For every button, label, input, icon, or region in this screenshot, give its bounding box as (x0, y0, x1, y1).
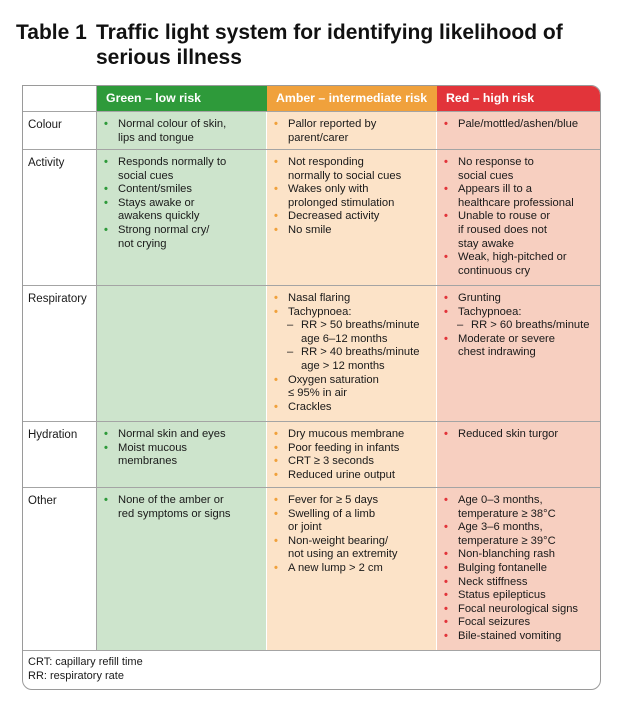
item-text: Appears ill to a healthcare professional (458, 183, 574, 209)
list-item (273, 442, 433, 456)
list-item (103, 494, 263, 521)
list-item (443, 333, 598, 360)
dash-bullet-icon: – (287, 346, 294, 359)
bullet-icon: • (274, 292, 278, 304)
cell-colour-amber (273, 118, 433, 145)
row-label-colour: Colour (28, 119, 62, 131)
item-text: Reduced urine output (288, 468, 395, 481)
cell-colour-green (103, 118, 263, 145)
item-text: Content/smiles (118, 183, 192, 196)
item-text: Grunting (458, 292, 501, 304)
list-item (273, 183, 433, 210)
bullet-icon: • (104, 494, 108, 506)
bullet-icon: • (444, 251, 448, 264)
bullet-icon: • (104, 156, 108, 168)
item-text: Not responding normally to social cues (288, 156, 402, 182)
bullet-icon: • (274, 118, 278, 130)
bullet-icon: • (274, 400, 278, 413)
list-item (273, 508, 433, 535)
bullet-icon: • (274, 468, 278, 481)
list-item (273, 562, 433, 576)
row-label-hydration: Hydration (28, 429, 78, 441)
bullet-icon: • (104, 196, 108, 209)
bullet-icon: • (444, 589, 448, 602)
bullet-icon: • (274, 305, 278, 318)
bullet-icon: • (444, 292, 448, 304)
item-text: Tachypnoea: (458, 305, 522, 318)
list-item (443, 156, 598, 183)
cell-respiratory-amber (273, 292, 433, 414)
list-item (443, 616, 598, 630)
footnote-crt: CRT: capillary refill time (28, 656, 143, 668)
bullet-icon: • (104, 428, 108, 440)
item-text: Normal skin and eyes (118, 428, 226, 440)
column-divider (266, 111, 267, 650)
bullet-icon: • (104, 441, 108, 454)
bullet-icon: • (444, 521, 448, 534)
traffic-light-table (22, 85, 601, 690)
list-item (103, 156, 263, 183)
list-item (103, 224, 263, 251)
item-text: Neck stiffness (458, 575, 528, 588)
item-text: Status epilepticus (458, 589, 546, 602)
item-text: Focal neurological signs (458, 602, 579, 615)
bullet-icon: • (274, 373, 278, 386)
item-text: Focal seizures (458, 616, 531, 629)
cell-activity-amber (273, 156, 433, 238)
item-text: Bile-stained vomiting (458, 629, 562, 642)
list-item (273, 306, 433, 320)
row-divider (23, 149, 600, 150)
list-item (443, 210, 598, 251)
cell-other-green (103, 494, 263, 521)
bullet-icon: • (444, 210, 448, 223)
item-text: Decreased activity (288, 210, 380, 223)
title-line-2: serious illness (96, 46, 242, 69)
bullet-icon: • (444, 602, 448, 615)
item-text: Moist mucous membranes (118, 441, 188, 468)
item-text: Responds normally to social cues (118, 156, 227, 182)
item-text: Reduced skin turgor (458, 428, 559, 440)
item-text: Dry mucous membrane (288, 428, 405, 440)
table-number: Table 1 (16, 21, 87, 44)
list-item (443, 183, 598, 210)
bullet-icon: • (274, 428, 278, 440)
list-item (443, 562, 598, 576)
list-item (443, 630, 598, 644)
bullet-icon: • (274, 156, 278, 168)
bullet-icon: • (444, 332, 448, 345)
list-item (273, 535, 433, 562)
item-text: No smile (288, 223, 332, 236)
row-divider (23, 650, 600, 651)
bullet-icon: • (444, 548, 448, 561)
dash-bullet-icon: – (457, 319, 464, 332)
item-text: RR > 40 breaths/minute age > 12 months (301, 346, 420, 372)
item-text: Wakes only with prolonged stimulation (288, 183, 395, 209)
table-title (16, 20, 563, 70)
list-item (443, 251, 598, 278)
cell-hydration-green (103, 428, 263, 469)
item-text: No response to social cues (458, 156, 534, 182)
list-item (273, 224, 433, 238)
list-item (443, 428, 598, 442)
item-text: Age 3–6 months, temperature ≥ 39°C (458, 521, 556, 547)
item-text: Crackles (288, 400, 332, 413)
item-text: Strong normal cry/ not crying (118, 223, 210, 250)
item-text: Poor feeding in infants (288, 441, 400, 454)
bullet-icon: • (274, 534, 278, 547)
row-divider (23, 285, 600, 286)
cell-other-amber (273, 494, 433, 576)
item-text: Non-weight bearing/ not using an extremity (288, 534, 398, 561)
bullet-icon: • (274, 441, 278, 454)
header-amber: Amber – intermediate risk (267, 86, 437, 111)
bullet-icon: • (274, 455, 278, 468)
header-green: Green – low risk (97, 86, 267, 111)
header-red: Red – high risk (437, 86, 600, 111)
list-item (443, 521, 598, 548)
list-item (443, 548, 598, 562)
row-divider (23, 487, 600, 488)
bullet-icon: • (444, 575, 448, 588)
list-item (443, 603, 598, 617)
list-item (273, 428, 433, 442)
list-item (443, 319, 598, 333)
title-line-1: Traffic light system for identifying likelihood of (96, 21, 563, 44)
cell-colour-red (443, 118, 598, 132)
footnote-rr: RR: respiratory rate (28, 670, 124, 682)
cell-activity-red (443, 156, 598, 278)
item-text: Age 0–3 months, temperature ≥ 38°C (458, 494, 556, 520)
list-item (273, 210, 433, 224)
bullet-icon: • (274, 494, 278, 506)
item-text: Non-blanching rash (458, 548, 556, 561)
list-item (273, 374, 433, 401)
cell-hydration-red (443, 428, 598, 442)
bullet-icon: • (444, 305, 448, 318)
bullet-icon: • (274, 223, 278, 236)
item-text: CRT ≥ 3 seconds (288, 455, 374, 468)
item-text: RR > 60 breaths/minute (471, 319, 590, 332)
item-text: Stays awake or awakens quickly (118, 196, 200, 223)
item-text: Unable to rouse or if roused does not stay awake (458, 210, 551, 250)
bullet-icon: • (444, 561, 448, 574)
list-item (273, 346, 433, 373)
bullet-icon: • (444, 428, 448, 440)
item-text: Pale/mottled/ashen/blue (458, 118, 579, 130)
item-text: Nasal flaring (288, 292, 351, 304)
bullet-icon: • (274, 210, 278, 223)
bullet-icon: • (274, 507, 278, 520)
item-text: Moderate or severe chest indrawing (458, 332, 556, 359)
item-text: Oxygen saturation ≤ 95% in air (288, 373, 379, 400)
cell-other-red (443, 494, 598, 644)
row-divider (23, 111, 600, 112)
bullet-icon: • (104, 183, 108, 196)
bullet-icon: • (444, 629, 448, 642)
bullet-icon: • (104, 223, 108, 236)
list-item (273, 494, 433, 508)
list-item (443, 494, 598, 521)
item-text: Swelling of a limb or joint (288, 507, 376, 534)
cell-hydration-amber (273, 428, 433, 482)
item-text: Bulging fontanelle (458, 561, 547, 574)
item-text: Fever for ≥ 5 days (288, 494, 379, 506)
list-item (443, 118, 598, 132)
bullet-icon: • (274, 561, 278, 574)
item-text: RR > 50 breaths/minute age 6–12 months (301, 319, 420, 345)
item-text: None of the amber or red symptoms or signs (118, 494, 231, 520)
row-divider (23, 421, 600, 422)
list-item (103, 442, 263, 469)
list-item (103, 428, 263, 442)
bullet-icon: • (444, 494, 448, 506)
row-label-other: Other (28, 495, 57, 507)
list-item (103, 118, 263, 145)
column-divider (96, 86, 97, 650)
item-text: Weak, high-pitched or continuous cry (458, 251, 567, 277)
cell-activity-green (103, 156, 263, 251)
bullet-icon: • (444, 156, 448, 168)
bullet-icon: • (274, 183, 278, 196)
row-label-activity: Activity (28, 157, 65, 169)
list-item (103, 197, 263, 224)
item-text: A new lump > 2 cm (288, 561, 383, 574)
list-item (273, 156, 433, 183)
list-item (273, 469, 433, 483)
list-item (273, 319, 433, 346)
bullet-icon: • (444, 118, 448, 130)
column-divider (436, 111, 437, 650)
dash-bullet-icon: – (287, 319, 294, 332)
list-item (443, 589, 598, 603)
list-item (273, 401, 433, 415)
list-item (103, 183, 263, 197)
list-item (443, 292, 598, 306)
bullet-icon: • (444, 183, 448, 196)
bullet-icon: • (444, 616, 448, 629)
item-text: Tachypnoea: (288, 305, 352, 318)
item-text: Normal colour of skin, lips and tongue (118, 118, 227, 144)
row-label-respiratory: Respiratory (28, 293, 87, 305)
item-text: Pallor reported by parent/carer (288, 118, 377, 144)
list-item (273, 118, 433, 145)
list-item (443, 306, 598, 320)
list-item (273, 292, 433, 306)
list-item (273, 455, 433, 469)
bullet-icon: • (104, 118, 108, 130)
list-item (443, 576, 598, 590)
cell-respiratory-red (443, 292, 598, 360)
